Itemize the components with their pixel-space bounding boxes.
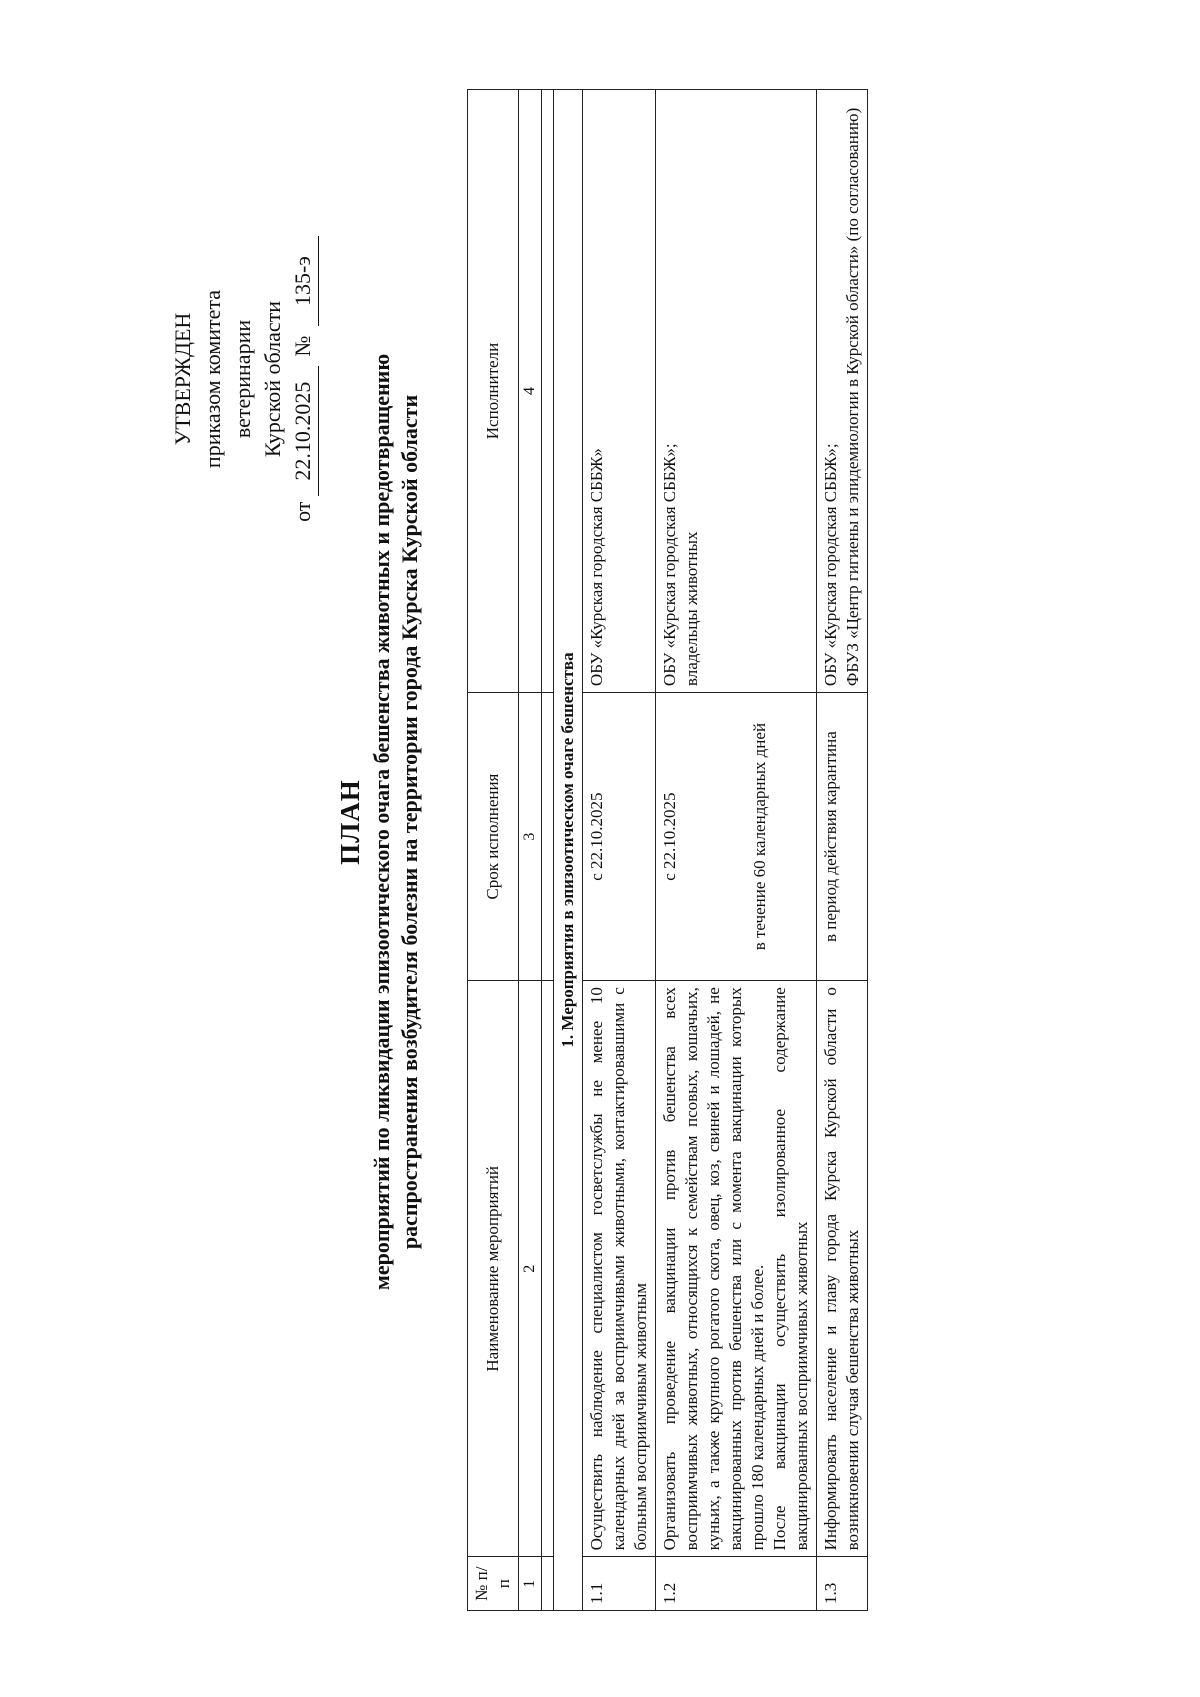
number-sign: № [290, 335, 315, 357]
row-executor-1: ОБУ «Курская городская СББЖ»; [660, 443, 679, 687]
row-activity: Осуществить наблюдение специалистом госветслужбы не менее 10 календарных дней за восприимчивыми животными, контактировавшими с больным восприимчивым животным [583, 981, 656, 1557]
column-number: 1 [519, 1557, 542, 1611]
section-row [554, 90, 583, 1611]
header-deadline: Срок исполнения [468, 693, 519, 981]
section-title: 1. Мероприятия в эпизоотическом очаге бешенства [554, 90, 583, 1611]
approval-heading: УТВЕРЖДЕН [170, 312, 195, 446]
document-subtitle [368, 57, 424, 1587]
row-activity-part-1: Организовать проведение вакцинации против бешенства всех восприимчивых животных, относящихся к семействам псовых, кошачьих, куньих, а также крупного рогатого скота, овец, коз, свиней и лошадей, не вакцинированных против бешенства или с момента вакцинации которых прошло 180 календарных дней и более. [660, 987, 767, 1551]
row-deadline-duration: в течение 60 календарных дней [750, 722, 769, 951]
row-deadline-start: с 22.10.2025 [660, 792, 679, 881]
row-executors [817, 90, 868, 693]
table-row [583, 90, 656, 1611]
column-number: 4 [519, 90, 542, 693]
approval-date-line [288, 229, 319, 529]
approval-order-text: приказом комитета ветеринарии [200, 289, 255, 469]
row-executor-1: ОБУ «Курская городская СББЖ»; [821, 443, 840, 687]
subtitle-line-2: распространения возбудителя болезни на территории города Курска Курской области [397, 394, 422, 1250]
row-deadline: в период действия карантина [817, 693, 868, 981]
row-activity-part-2: После вакцинации осуществить изолированное содержание вакцинированных восприимчивых животных [770, 987, 811, 1551]
header-executors: Исполнители [468, 90, 519, 693]
plan-table [467, 89, 868, 1611]
approval-region: Курской области [260, 300, 285, 458]
table-row [817, 90, 868, 1611]
row-activity [656, 981, 817, 1557]
row-executor-2: ФБУЗ «Центр гигиены и эпидемиологии в Курской области» (по согласованию) [843, 107, 862, 687]
row-executors: ОБУ «Курская городская СББЖ» [583, 90, 656, 693]
subtitle-line-1: мероприятий по ликвидации эпизоотического очага бешенства животных и предотвращению [369, 353, 394, 1291]
row-executor-2: владельцы животных [682, 531, 701, 687]
row-activity: Информировать население и главу города Курска Курской области о возникновении случая бешенства животных [817, 981, 868, 1557]
document-title: ПЛАН [335, 779, 365, 865]
approval-number: 135-э [288, 236, 319, 326]
column-number: 3 [519, 693, 542, 981]
table-row [656, 90, 817, 1611]
row-executors [656, 90, 817, 693]
table-header-row [468, 90, 519, 1611]
header-activity: Наименование мероприятий [468, 981, 519, 1557]
spacer-row [542, 90, 554, 1611]
date-prefix: от [290, 501, 315, 522]
column-number-row [519, 90, 542, 1611]
row-deadline [656, 693, 817, 981]
row-deadline: с 22.10.2025 [583, 693, 656, 981]
approval-date: 22.10.2025 [288, 366, 319, 496]
row-number: 1.2 [656, 1557, 817, 1611]
column-number: 2 [519, 981, 542, 1557]
approval-stamp [168, 229, 319, 529]
header-number: № п/п [468, 1557, 519, 1611]
row-number: 1.1 [583, 1557, 656, 1611]
row-number: 1.3 [817, 1557, 868, 1611]
